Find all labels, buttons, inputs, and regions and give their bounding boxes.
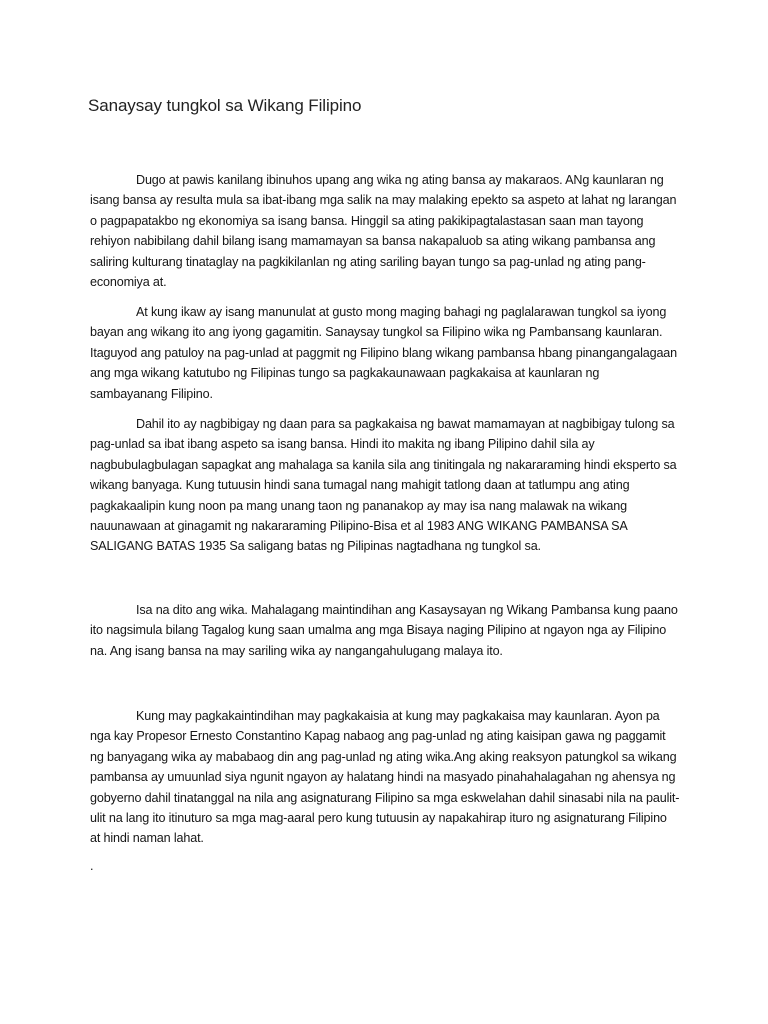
paragraph-4: Isa na dito ang wika. Mahalagang maintindihan ang Kasaysayan ng Wikang Pambansa kung paano ito nagsimula bilang Tagalog kung saan umalma ang mga Bisaya naging Pilipino at ngayon nga ay Filipino na. Ang isang bansa na may sariling wika ay nangangahulugang malaya ito. bbox=[90, 603, 678, 658]
paragraph-5: Kung may pagkakaintindihan may pagkakaisia at kung may pagkakaisa may kaunlaran. Ayon pa nga kay Propesor Ernesto Constantino Kapag nabaog ang pag-unlad ng ating kaisipan gawa ng paggamit ng banyagang wika ay mababaog din ang pag-unlad ng ating wika.Ang aking reaksyon patungkol sa wikang pambansa ay umuunlad siya ngunit ngayon ay halatang hindi na masyado pinahahalagahan ng ahensya ng gobyerno dahil tinatanggal na nila ang asignaturang Filipino sa mga eskwelahan dahil sinasabi nila na paulit-ulit na lang ito itinuturo sa mga mag-aaral pero kung tutuusin ay napakahirap ituro ng asignaturang Filipino at hindi naman lahat. bbox=[90, 709, 680, 846]
paragraph-1: Dugo at pawis kanilang ibinuhos upang ang wika ng ating bansa ay makaraos. ANg kaunlaran ng isang bansa ay resulta mula sa ibat-ibang mga salik na may malaking epekto sa aspeto at lahat ng larangan o pagpapatakbo ng ekonomiya sa isang bansa. Hinggil sa ating pakikipagtalastasan saan man tayong rehiyon nabibilang dahil bilang isang mamamayan sa bansa nakapaluob sa ating wikang pambansa ang saliring kulturang tinataglay na pagkikilanlan ng ating sariling bayan tungo sa pag-unlad ng ating pang-economiya at. bbox=[90, 173, 677, 290]
document-title: Sanaysay tungkol sa Wikang Filipino bbox=[88, 96, 362, 115]
trailing-period: . bbox=[90, 859, 94, 873]
paragraph-2: At kung ikaw ay isang manunulat at gusto mong maging bahagi ng paglalarawan tungkol sa iyong bayan ang wikang ito ang iyong gagamitin. Sanaysay tungkol sa Filipino wika ng Pambansang kaunlaran. Itaguyod ang patuloy na pag-unlad at paggmit ng Filipino blang wikang pambansa hbang pinangangalagaan ang mga wikang katutubo ng Filipinas tungo sa pagkakaunawaan pagkakaisa at kaunlaran ng sambayanang Filipino. bbox=[90, 305, 678, 401]
paragraph-3: Dahil ito ay nagbibigay ng daan para sa pagkakaisa ng bawat mamamayan at nagbibigay tulong sa pag-unlad sa ibat ibang aspeto sa isang bansa. Hindi ito makita ng ibang Pilipino dahil sila ay nagbubulagbulagan sapagkat ang mahalaga sa kanila sila ang tinitingala ng nakararaming hindi eksperto sa wikang banyaga. Kung tutuusin hindi sana tumagal nang mahigit tatlong daan at tatlumpu ang ating pagkakaalipin kung noon pa mang unang taon ng pananakop ay may isa nang malawak na wikang nauunawaan at ginagamit ng nakararaming Pilipino-Bisa et al 1983 ANG WIKANG PAMBANSA SA SALIGANG BATAS 1935 Sa saligang batas ng Pilipinas nagtadhana ng tungkol sa. bbox=[90, 417, 677, 554]
